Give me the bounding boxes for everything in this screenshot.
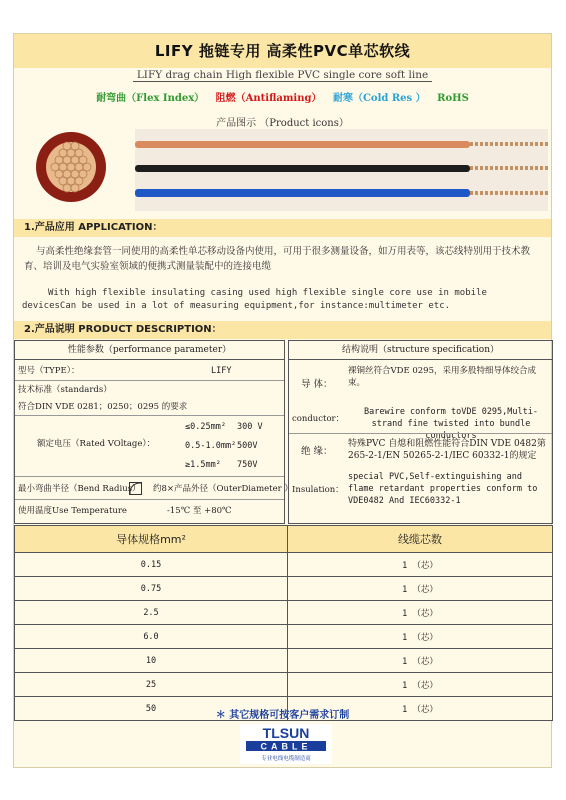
tag-antiflaming: 阻燃（Antiflaming） bbox=[215, 93, 322, 104]
divider bbox=[15, 415, 284, 416]
cell-cores: 1 （芯） bbox=[288, 649, 553, 673]
cell-cores: 1 （芯） bbox=[288, 625, 553, 649]
table-row bbox=[15, 649, 553, 673]
cell-cores: 1 （芯） bbox=[288, 553, 553, 577]
standards-value: 符合DIN VDE 0281；0250；0295 的要求 bbox=[18, 402, 188, 412]
cable-samples-image bbox=[135, 129, 548, 211]
page-title: LIFY 拖链专用 高柔性PVC单芯软线 bbox=[14, 34, 551, 68]
page-subtitle bbox=[14, 69, 551, 81]
product-icons-label: 产品图示 （Product icons） bbox=[216, 118, 349, 129]
cell-cores: 1 （芯） bbox=[288, 601, 553, 625]
cell-size: 2.5 bbox=[15, 601, 288, 625]
conductor-en-text: Barewire conform toVDE 0295,Multi-strand fine twisted into bundle conductors bbox=[364, 407, 538, 441]
bend-radius-label: 最小弯曲半径（Bend Radius） bbox=[18, 484, 141, 494]
structure-specification-box bbox=[288, 340, 553, 524]
tlsun-cable-logo bbox=[240, 724, 332, 764]
tag-rohs: RoHS bbox=[437, 93, 469, 104]
conductor-spec-table bbox=[14, 525, 553, 721]
cell-size: 6.0 bbox=[15, 625, 288, 649]
table-row bbox=[15, 673, 553, 697]
conductor-cn-label: 导 体： bbox=[301, 379, 333, 390]
cell-size: 50 bbox=[15, 697, 288, 721]
voltage-range-2: 0.5-1.0mm² bbox=[185, 441, 237, 451]
voltage-value-2: 500V bbox=[237, 441, 258, 451]
voltage-value-1: 300 V bbox=[237, 422, 263, 432]
cell-size: 0.75 bbox=[15, 577, 288, 601]
table-row bbox=[15, 601, 553, 625]
voltage-range-3: ≥1.5mm² bbox=[185, 460, 221, 470]
svg-text:专业电线电缆制造商: 专业电线电缆制造商 bbox=[261, 756, 311, 762]
col-header-cores: 线缆芯数 bbox=[288, 526, 553, 553]
custom-spec-note: ＊ 其它规格可按客户需求订制 bbox=[215, 710, 350, 721]
standards-label: 技术标准（standards） bbox=[18, 385, 112, 395]
insulation-cn-label: 绝 缘： bbox=[301, 446, 333, 457]
tag-flex: 耐弯曲（Flex Index） bbox=[96, 93, 205, 104]
svg-text:TLSUN: TLSUN bbox=[262, 725, 310, 741]
divider bbox=[289, 433, 552, 434]
conductor-cn-text: 裸铜丝符合VDE 0295，采用多股特细导体绞合成束。 bbox=[348, 366, 536, 388]
divider bbox=[15, 380, 284, 381]
application-text-en: With high flexible insulating casing used high flexible single core use in mobile devicesCan be used in a lot of measuring equipment,for instance:multimeter etc. bbox=[22, 288, 487, 311]
insulation-en-text: special PVC,Self-extinguishing and flame retardant properties conform to VDE0482 And IEC60332-1 bbox=[348, 472, 538, 506]
insulation-cn-text: 特殊PVC 自熄和阻燃性能符合DIN VDE 0482第265-2-1/EN 50265-2-1/IEC 60332-1的规定 bbox=[348, 439, 546, 461]
bend-radius-value: 约8×产品外径（OuterDiameter ） bbox=[153, 484, 293, 494]
divider bbox=[15, 476, 284, 477]
table-header-row bbox=[15, 526, 553, 553]
type-label: 型号（TYPE）： bbox=[18, 366, 80, 376]
cable-cross-section-image bbox=[35, 131, 107, 203]
cell-size: 10 bbox=[15, 649, 288, 673]
datasheet-page bbox=[13, 33, 552, 768]
structure-specification-header: 结构说明（structure specification） bbox=[289, 341, 552, 360]
temperature-label: 使用温度Use Temperature bbox=[18, 506, 127, 516]
cell-cores: 1 （芯） bbox=[288, 697, 553, 721]
performance-parameter-box bbox=[14, 340, 293, 524]
application-heading: 1.产品应用 APPLICATION： bbox=[14, 219, 551, 237]
voltage-label: 额定电压（Rated VOltage）： bbox=[37, 439, 156, 449]
cell-cores: 1 （芯） bbox=[288, 673, 553, 697]
col-header-size: 导体规格mm² bbox=[15, 526, 288, 553]
description-heading: 2.产品说明 PRODUCT DESCRIPTION： bbox=[14, 321, 551, 339]
feature-tags bbox=[14, 89, 551, 104]
table-row bbox=[15, 577, 553, 601]
type-value: LIFY bbox=[211, 366, 232, 376]
application-text-cn: 与高柔性绝缘套管一同使用的高柔性单芯移动设备内使用，可用于很多测量设备，如万用表等，该芯线特别用于技术教育、培训及电气实验室领域的便携式测量装配中的连接电缆 bbox=[24, 246, 531, 272]
table-row bbox=[15, 625, 553, 649]
table-row bbox=[15, 553, 553, 577]
cell-cores: 1 （芯） bbox=[288, 577, 553, 601]
svg-text:CABLE: CABLE bbox=[260, 741, 312, 752]
subtitle-text: LIFY drag chain High flexible PVC single core soft line bbox=[133, 69, 432, 82]
tag-cold-res: 耐寒（Cold Res ） bbox=[332, 93, 426, 104]
divider bbox=[15, 499, 284, 500]
conductor-en-label: conductor： bbox=[292, 414, 345, 424]
performance-parameter-header: 性能参数（performance parameter） bbox=[15, 341, 284, 360]
cell-size: 25 bbox=[15, 673, 288, 697]
cell-size: 0.15 bbox=[15, 553, 288, 577]
voltage-value-3: 750V bbox=[237, 460, 258, 470]
insulation-en-label: Insulation： bbox=[292, 485, 344, 495]
voltage-range-1: ≤0.25mm² bbox=[185, 422, 226, 432]
temperature-value: -15℃ 至 +80℃ bbox=[167, 506, 232, 516]
bend-radius-icon bbox=[129, 482, 142, 495]
